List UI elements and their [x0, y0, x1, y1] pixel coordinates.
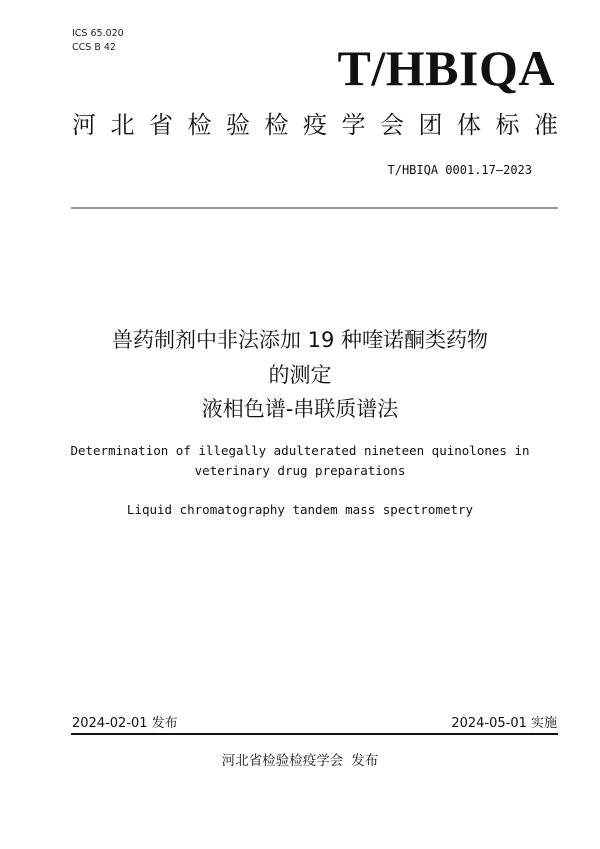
org-title-char: 检: [264, 111, 289, 139]
org-title-char: 检: [187, 111, 212, 139]
implement-date: 2024-05-01 实施: [451, 716, 557, 731]
title-en-line-1: Determination of illegally adulterated nineteen quinolones in: [70, 443, 530, 458]
header-divider: [71, 207, 558, 209]
org-title-char: 会: [380, 111, 404, 139]
standard-number: T/HBIQA 0001.17—2023: [387, 163, 532, 177]
brand-code: T/HBIQA: [337, 40, 555, 96]
org-standard-title: [72, 108, 558, 142]
org-title-char: 学: [341, 111, 366, 139]
issuer-action: 发布: [351, 753, 379, 769]
org-title-char: 验: [226, 111, 250, 139]
footer-divider: [71, 733, 558, 735]
org-title-char: 准: [534, 111, 558, 139]
title-cn-line-1: 兽药制剂中非法添加 19 种喹诺酮类药物: [111, 328, 489, 352]
title-en-line-2: veterinary drug preparations: [194, 463, 406, 478]
ics-code: ICS 65.020: [72, 28, 124, 39]
org-title-char: 河: [72, 111, 96, 139]
org-title-char: 标: [495, 111, 520, 139]
org-title-char: 北: [110, 111, 135, 139]
issuer-name: 河北省检验检疫学会: [221, 753, 344, 769]
classification-codes: [72, 27, 124, 55]
issuer-line: [0, 751, 600, 771]
title-cn-line-3: 液相色谱-串联质谱法: [201, 397, 399, 421]
org-title-char: 省: [149, 111, 173, 139]
org-title-char: 体: [457, 111, 481, 139]
title-cn-line-2: 的测定: [268, 363, 332, 387]
org-title-char: 团: [418, 111, 443, 139]
ccs-code: CCS B 42: [72, 42, 116, 53]
title-en-method: Liquid chromatography tandem mass spectrometry: [126, 502, 474, 517]
release-date: 2024-02-01 发布: [72, 716, 178, 731]
org-title-char: 疫: [303, 111, 327, 139]
